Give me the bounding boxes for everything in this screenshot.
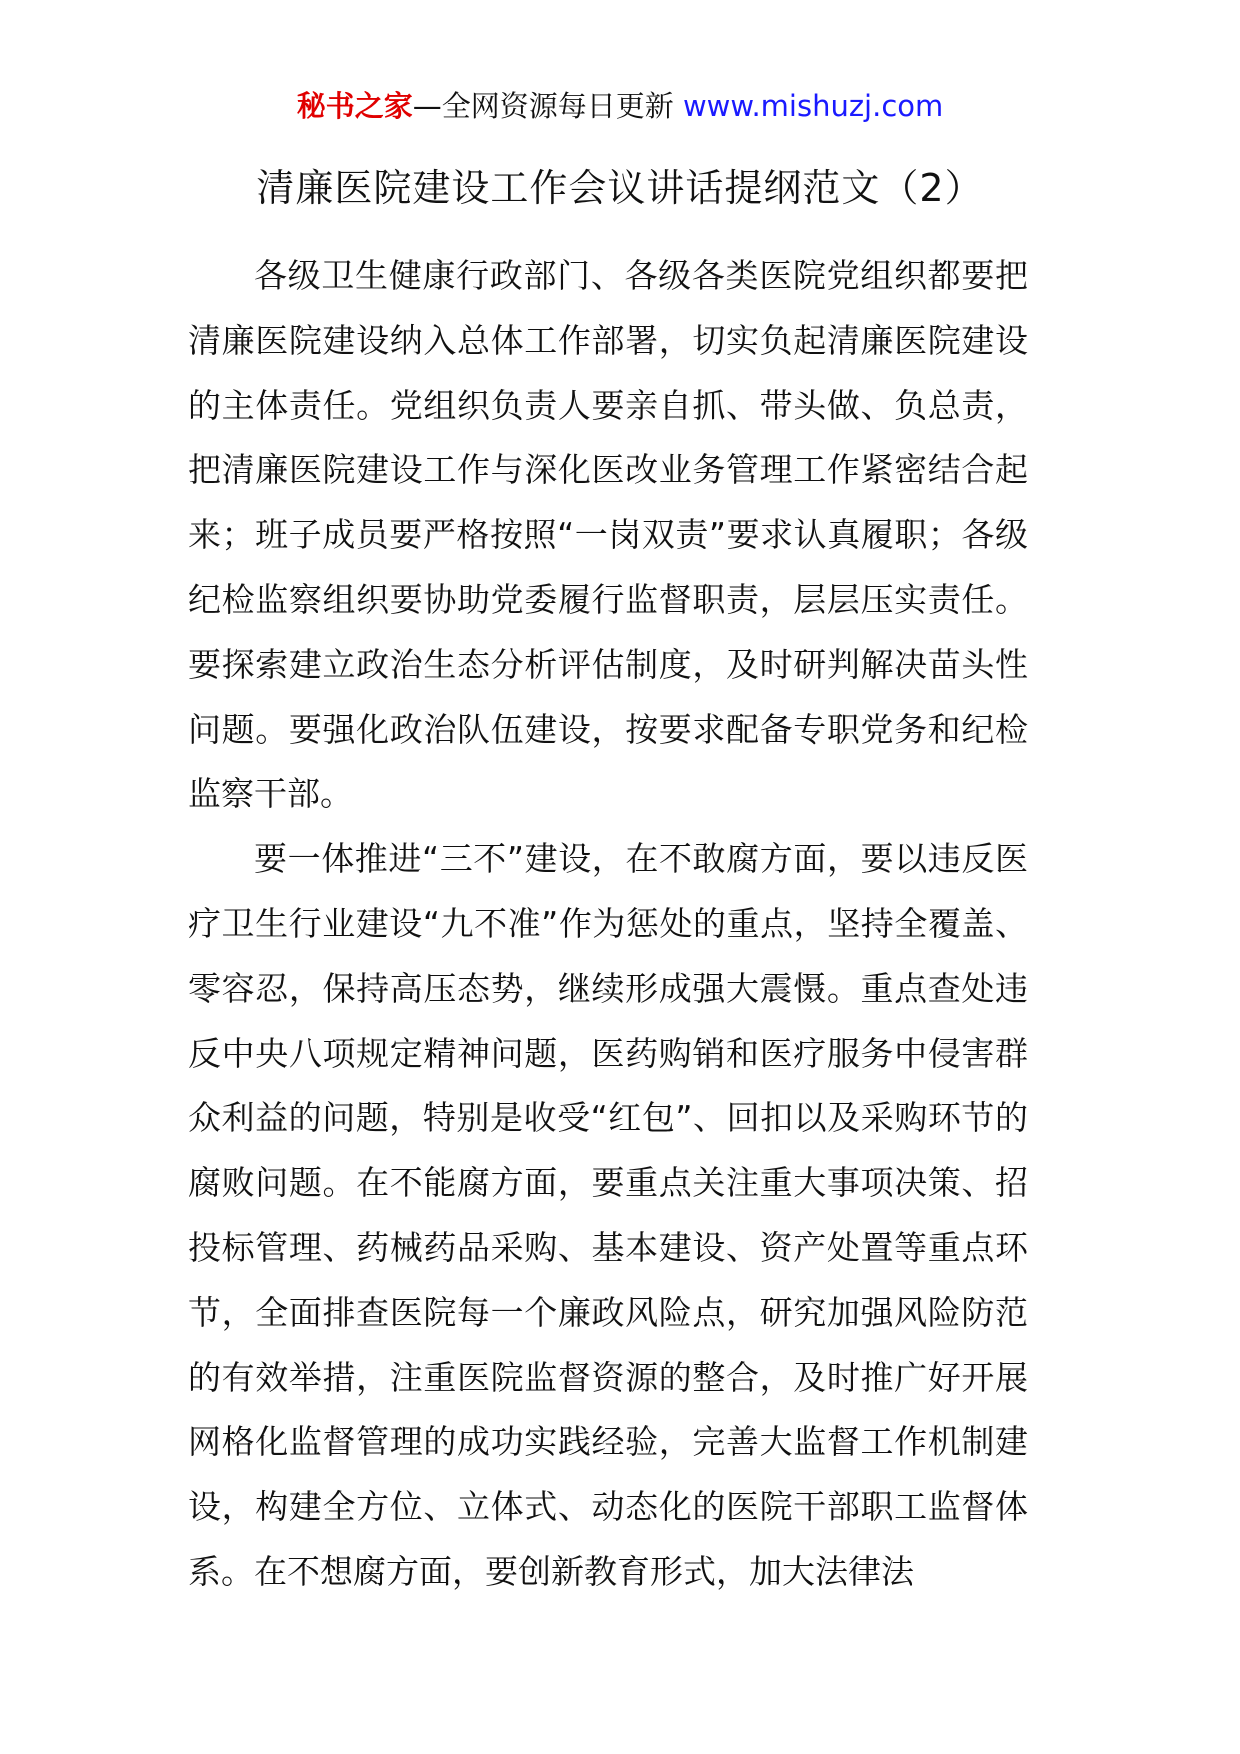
site-header (0, 86, 1240, 126)
site-tagline: —全网资源每日更新 (412, 89, 674, 123)
paragraph-1: 各级卫生健康行政部门、各级各类医院党组织都要把清廉医院建设纳入总体工作部署，切实负起清廉医院建设的主体责任。党组织负责人要亲自抓、带头做、负总责，把清廉医院建设工作与深化医改业务管理工作紧密结合起来；班子成员要严格按照“一岗双责”要求认真履职；各级纪检监察组织要协助党委履行监督职责，层层压实责任。要探索建立政治生态分析评估制度，及时研判解决苗头性问题。要强化政治队伍建设，按要求配备专职党务和纪检监察干部。 (188, 256, 1028, 814)
site-url-link[interactable]: www.mishuzj.com (682, 89, 944, 123)
site-brand: 秘书之家 (296, 89, 413, 123)
document-title: 清廉医院建设工作会议讲话提纲范文（2） (256, 166, 984, 210)
document-body (188, 244, 1028, 1605)
paragraph-2: 要一体推进“三不”建设，在不敢腐方面，要以违反医疗卫生行业建设“九不准”作为惩处的重点，坚持全覆盖、零容忍，保持高压态势，继续形成强大震慑。重点查处违反中央八项规定精神问题，医药购销和医疗服务中侵害群众利益的问题，特别是收受“红包”、回扣以及采购环节的腐败问题。在不能腐方面，要重点关注重大事项决策、招投标管理、药械药品采购、基本建设、资产处置等重点环节，全面排查医院每一个廉政风险点，研究加强风险防范的有效举措，注重医院监督资源的整合，及时推广好开展网格化监督管理的成功实践经验，完善大监督工作机制建设，构建全方位、立体式、动态化的医院干部职工监督体系。在不想腐方面，要创新教育形式，加大法律法 (188, 839, 1028, 1591)
